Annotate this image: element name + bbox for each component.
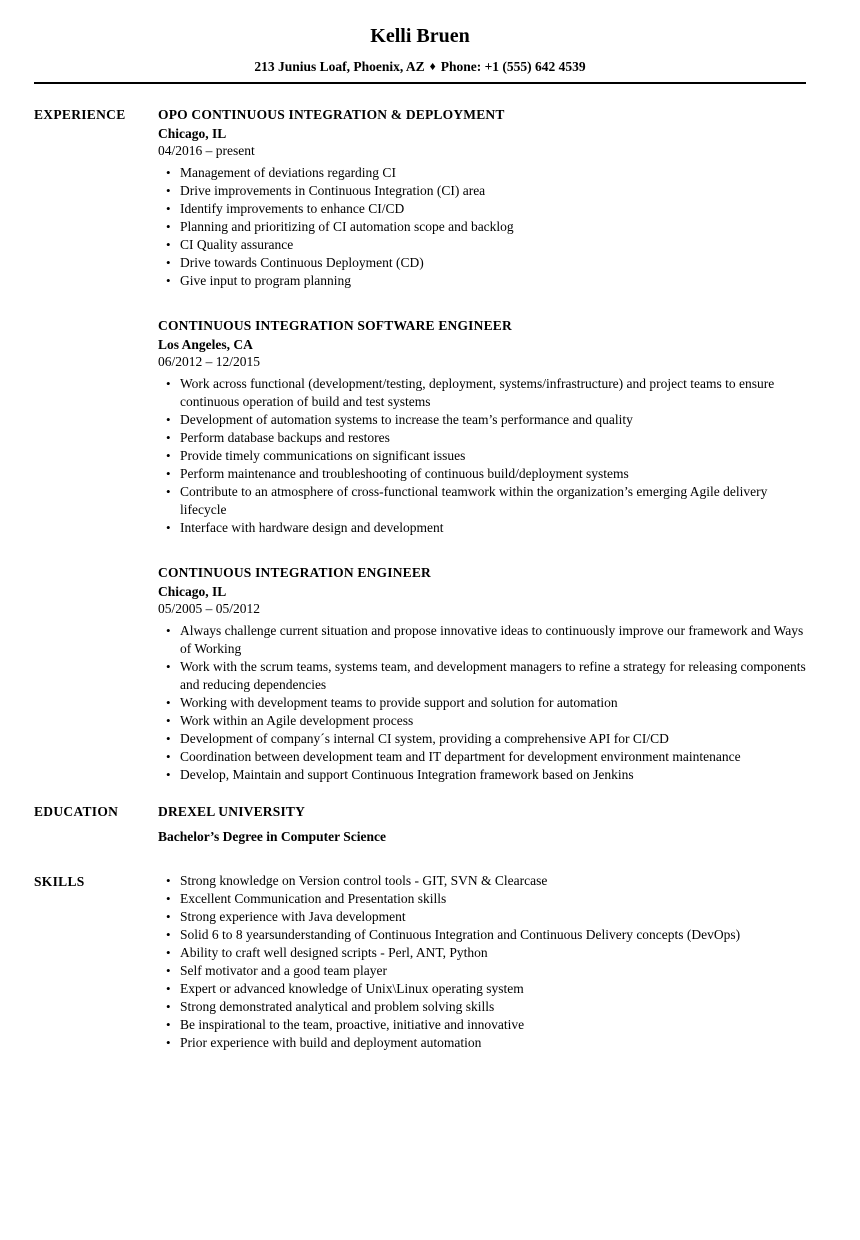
skill-bullet-item: • Excellent Communication and Presentation skills (158, 890, 806, 908)
diamond-icon: ♦ (429, 59, 436, 73)
job-bullet-item: • Drive improvements in Continuous Integration (CI) area (158, 182, 806, 200)
job-bullet-item: • Development of company´s internal CI system, providing a comprehensive API for CI/CD (158, 730, 806, 748)
job-bullet-item: • Perform maintenance and troubleshooting of continuous build/deployment systems (158, 465, 806, 483)
job-bullet-item: • Provide timely communications on significant issues (158, 447, 806, 465)
skill-bullet-item: • Ability to craft well designed scripts - Perl, ANT, Python (158, 944, 806, 962)
job-bullet-item: • Develop, Maintain and support Continuous Integration framework based on Jenkins (158, 766, 806, 784)
job-bullet-item: • Planning and prioritizing of CI automation scope and backlog (158, 218, 806, 236)
job-entry (158, 563, 806, 784)
job-bullet-item: • Identify improvements to enhance CI/CD (158, 200, 806, 218)
degree-name: Bachelor’s Degree in Computer Science (158, 829, 386, 845)
education-content (158, 802, 806, 846)
job-bullet-item: • Interface with hardware design and development (158, 519, 806, 537)
skills-section (34, 872, 806, 1052)
job-title: CONTINUOUS INTEGRATION SOFTWARE ENGINEER (158, 318, 512, 334)
resume-header (34, 24, 806, 75)
phone-text: Phone: +1 (555) 642 4539 (440, 59, 586, 74)
skill-bullet-item: • Strong demonstrated analytical and problem solving skills (158, 998, 806, 1016)
job-title: OPO CONTINUOUS INTEGRATION & DEPLOYMENT (158, 107, 505, 123)
contact-line (34, 59, 806, 75)
skill-bullet-item: • Prior experience with build and deployment automation (158, 1034, 806, 1052)
job-bullet-item: • Work within an Agile development process (158, 712, 806, 730)
job-bullet-item: • Management of deviations regarding CI (158, 164, 806, 182)
education-section (34, 802, 806, 846)
skill-bullet-item: • Strong knowledge on Version control tools - GIT, SVN & Clearcase (158, 872, 806, 890)
job-dates: 05/2005 – 05/2012 (158, 601, 261, 617)
job-bullet-item: • Give input to program planning (158, 272, 806, 290)
job-bullet-list (158, 375, 806, 537)
job-bullet-item: • Contribute to an atmosphere of cross-functional teamwork within the organization’s emerging Agile delivery lifecycle (158, 483, 806, 519)
address-text: 213 Junius Loaf, Phoenix, AZ (254, 59, 425, 74)
skills-content (158, 872, 806, 1052)
skill-bullet-item: • Be inspirational to the team, proactive, initiative and innovative (158, 1016, 806, 1034)
job-bullet-item: • Working with development teams to provide support and solution for automation (158, 694, 806, 712)
job-bullet-list (158, 164, 806, 290)
job-dates: 06/2012 – 12/2015 (158, 354, 261, 370)
header-divider (34, 82, 806, 84)
job-location: Los Angeles, CA (158, 337, 253, 353)
job-location: Chicago, IL (158, 584, 227, 600)
job-bullet-item: • Perform database backups and restores (158, 429, 806, 447)
skills-label: SKILLS (34, 874, 85, 890)
job-location: Chicago, IL (158, 126, 227, 142)
experience-label: EXPERIENCE (34, 107, 126, 123)
skills-bullet-list (158, 872, 806, 1052)
skill-bullet-item: • Strong experience with Java development (158, 908, 806, 926)
job-bullet-item: • Coordination between development team and IT department for development environment maintenance (158, 748, 806, 766)
job-entry (158, 105, 806, 290)
job-bullet-item: • CI Quality assurance (158, 236, 806, 254)
job-title: CONTINUOUS INTEGRATION ENGINEER (158, 565, 431, 581)
job-bullet-item: • Development of automation systems to increase the team’s performance and quality (158, 411, 806, 429)
job-dates: 04/2016 – present (158, 143, 255, 159)
education-label: EDUCATION (34, 804, 119, 820)
skill-bullet-item: • Expert or advanced knowledge of Unix\Linux operating system (158, 980, 806, 998)
experience-section (34, 105, 806, 784)
job-entry (158, 316, 806, 537)
job-bullet-item: • Work with the scrum teams, systems team, and development managers to refine a strategy for releasing components and reducing dependencies (158, 658, 806, 694)
job-bullet-item: • Drive towards Continuous Deployment (CD) (158, 254, 806, 272)
experience-jobs (158, 105, 806, 784)
job-bullet-item: • Work across functional (development/testing, deployment, systems/infrastructure) and project teams to ensure continuous operation of build and test systems (158, 375, 806, 411)
job-bullet-item: • Always challenge current situation and propose innovative ideas to continuously improve our framework and Ways of Working (158, 622, 806, 658)
school-name: DREXEL UNIVERSITY (158, 804, 306, 820)
person-name: Kelli Bruen (370, 25, 470, 47)
skill-bullet-item: • Self motivator and a good team player (158, 962, 806, 980)
skill-bullet-item: • Solid 6 to 8 yearsunderstanding of Continuous Integration and Continuous Delivery concepts (DevOps) (158, 926, 806, 944)
job-bullet-list (158, 622, 806, 784)
